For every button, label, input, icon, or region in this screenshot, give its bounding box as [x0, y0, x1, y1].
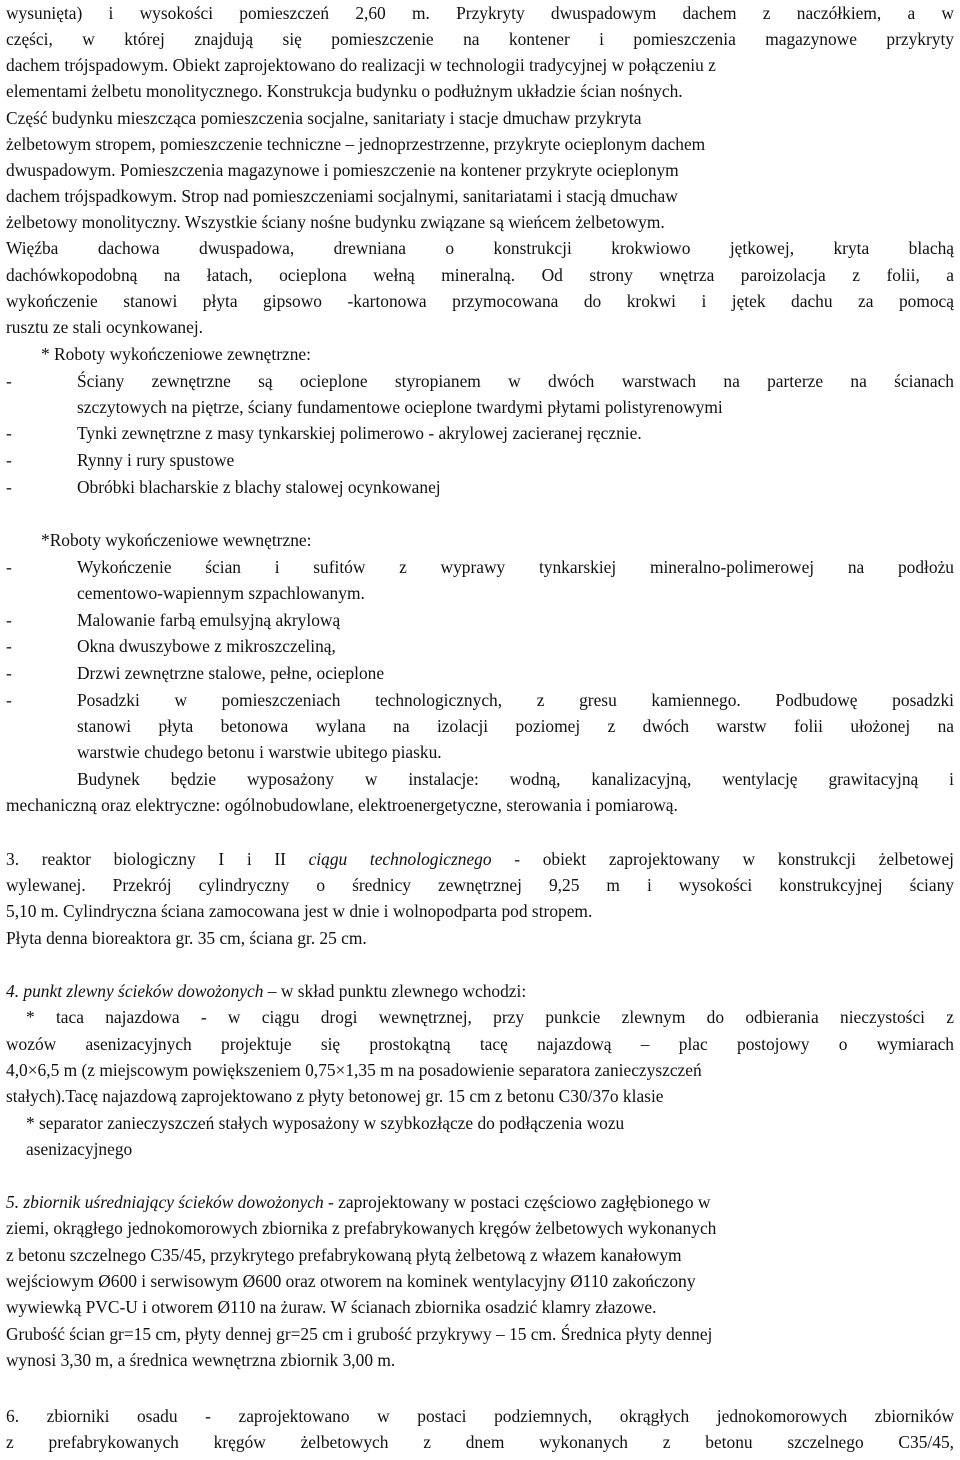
section-heading: *Roboty wykończeniowe wewnętrzne: — [41, 530, 312, 550]
text-line: wozów asenizacyjnych projektuje się prostokątną tacę najazdową – plac postojowy o wymiarach — [6, 1034, 954, 1054]
text-line: z prefabrykowanych kręgów żelbetowych z dnem wykonanych z betonu szczelnego C35/45, — [6, 1432, 954, 1452]
text-line: wynosi 3,30 m, a średnica wewnętrzna zbiornik 3,00 m. — [6, 1350, 396, 1370]
list-item: Wykończenie ścian i sufitów z wyprawy tynkarskiej mineralno-polimerowej na podłożu — [77, 557, 954, 577]
text-line: żelbetowy monolityczny. Wszystkie ściany nośne budynku związane są wieńcem żelbetowym. — [6, 212, 665, 232]
list-item: Posadzki w pomieszczeniach technologicznych, z gresu kamiennego. Podbudowę posadzki — [77, 690, 954, 710]
text-line: z betonu szczelnego C35/45, przykrytego prefabrykowaną płytą żelbetową z włazem kanałowym — [6, 1245, 682, 1265]
text-line: części, w której znajdują się pomieszczenie na kontener i pomieszczenia magazynowe przykryty — [6, 29, 954, 49]
list-item: Drzwi zewnętrzne stalowe, pełne, ocieplone — [77, 663, 385, 683]
text-line: ziemi, okrągłego jednokomorowych zbiornika z prefabrykowanych kręgów żelbetowych wykonanych — [6, 1218, 717, 1238]
section-heading: * Roboty wykończeniowe zewnętrzne: — [41, 344, 311, 364]
section-5-tail: - zaprojektowany w postaci częściowo zagłębionego w — [323, 1192, 711, 1212]
list-bullet: - — [6, 610, 12, 630]
text-line: dachówkopodobną na łatach, ocieplona wełną mineralną. Od strony wnętrza paroizolacja z folii, a — [6, 265, 954, 285]
list-item: szczytowych na piętrze, ściany fundamentowe ocieplone twardymi płytami polistyrenowymi — [77, 397, 723, 417]
text-line: * separator zanieczyszczeń stałych wyposażony w szybkozłącze do podłączenia wozu — [26, 1113, 625, 1133]
section-3-italic: ciągu technologicznego — [308, 849, 492, 869]
text-line: rusztu ze stali ocynkowanej. — [6, 317, 204, 337]
list-item: Okna dwuszybowe z mikroszczeliną, — [77, 636, 336, 656]
text-line: dachem trójspadkowym. Strop nad pomieszczeniami socjalnymi, sanitariatami i stacją dmuchaw — [6, 186, 678, 206]
list-item: Rynny i rury spustowe — [77, 450, 235, 470]
list-bullet: - — [6, 663, 12, 683]
text-line: dwuspadowym. Pomieszczenia magazynowe i pomieszczenie na kontener przykryte ocieplonym — [6, 160, 679, 180]
list-bullet: - — [6, 636, 12, 656]
text-line: mechaniczną oraz elektryczne: ogólnobudowlane, elektroenergetyczne, sterowania i pomiarową. — [6, 795, 678, 815]
section-3-lead: 3. reaktor biologiczny I i II — [6, 849, 309, 869]
list-item: stanowi płyta betonowa wylana na izolacji poziomej z dwóch warstw folii ułożonej na — [77, 716, 954, 736]
list-item: Malowanie farbą emulsyjną akrylową — [77, 610, 341, 630]
section-5-title: 5. zbiornik uśredniający ścieków dowożonych — [6, 1192, 324, 1212]
list-bullet: - — [6, 371, 12, 391]
list-item: Tynki zewnętrzne z masy tynkarskiej polimerowo - akrylowej zacieranej ręcznie. — [77, 423, 642, 443]
text-line: elementami żelbetu monolitycznego. Konstrukcja budynku o podłużnym układzie ścian nośnych. — [6, 81, 683, 101]
text-line: stałych).Tacę najazdową zaprojektowano z płyty betonowej gr. 15 cm z betonu C30/37o klasie — [6, 1086, 664, 1106]
text-line: Grubość ścian gr=15 cm, płyty dennej gr=25 cm i grubość przykrywy – 15 cm. Średnica płyty dennej — [6, 1324, 713, 1344]
list-bullet: - — [6, 477, 12, 497]
text-line: Budynek będzie wyposażony w instalacje: wodną, kanalizacyjną, wentylację grawitacyjną i — [77, 769, 954, 789]
text-line: Więźba dachowa dwuspadowa, drewniana o konstrukcji krokwiowo jętkowej, kryta blachą — [6, 238, 954, 258]
section-4-title: 4. punkt zlewny ścieków dowożonych — [6, 981, 264, 1001]
text-line: 5,10 m. Cylindryczna ściana zamocowana jest w dnie i wolnopodparta pod stropem. — [6, 901, 593, 921]
text-line: asenizacyjnego — [26, 1139, 133, 1159]
section-4-first-line — [6, 978, 526, 1004]
list-item: Obróbki blacharskie z blachy stalowej ocynkowanej — [77, 477, 441, 497]
text-line: Płyta denna bioreaktora gr. 35 cm, ściana gr. 25 cm. — [6, 928, 367, 948]
section-3-first-line — [6, 846, 954, 872]
section-5-first-line — [6, 1189, 710, 1215]
section-4-tail: – w skład punktu zlewnego wchodzi: — [263, 981, 527, 1001]
text-line: 4,0×6,5 m (z miejscowym powiększeniem 0,75×1,35 m na posadowienie separatora zanieczyszczeń — [6, 1060, 702, 1080]
text-line: żelbetowym stropem, pomieszczenie techniczne – jednoprzestrzenne, przykryte ocieplonym dachem — [6, 134, 706, 154]
text-line: wysunięta) i wysokości pomieszczeń 2,60 m. Przykryty dwuspadowym dachem z naczółkiem, a w — [6, 3, 954, 23]
text-line: wejściowym Ø600 i serwisowym Ø600 oraz otworem na kominek wentylacyjny Ø110 zakończony — [6, 1271, 696, 1291]
list-bullet: - — [6, 557, 12, 577]
list-item: Ściany zewnętrzne są ocieplone styropianem w dwóch warstwach na parterze na ścianach — [77, 371, 954, 391]
text-line: 6. zbiorniki osadu - zaprojektowano w postaci podziemnych, okrągłych jednokomorowych zbiorników — [6, 1406, 954, 1426]
list-bullet: - — [6, 450, 12, 470]
text-line: wykończenie stanowi płyta gipsowo -kartonowa przymocowana do krokwi i jętek dachu za pomocą — [6, 291, 954, 311]
text-line: dachem trójspadowym. Obiekt zaprojektowano do realizacji w technologii tradycyjnej w połączeniu z — [6, 55, 716, 75]
list-item: cementowo-wapiennym szpachlowanym. — [77, 583, 365, 603]
list-bullet: - — [6, 423, 12, 443]
text-line: Część budynku mieszcząca pomieszczenia socjalne, sanitariaty i stacje dmuchaw przykryta — [6, 108, 642, 128]
section-3-tail: - obiekt zaprojektowany w konstrukcji żelbetowej — [491, 849, 954, 869]
text-line: * taca najazdowa - w ciągu drogi wewnętrznej, przy punkcie zlewnym do odbierania nieczystości z — [26, 1007, 954, 1027]
list-item: warstwie chudego betonu i warstwie ubitego piasku. — [77, 742, 442, 762]
text-line: wywiewką PVC-U i otworem Ø110 na żuraw. W ścianach zbiornika osadzić klamry złazowe. — [6, 1297, 657, 1317]
text-line: wylewanej. Przekrój cylindryczny o średnicy zewnętrznej 9,25 m i wysokości konstrukcyjnej ściany — [6, 875, 954, 895]
list-bullet: - — [6, 690, 12, 710]
